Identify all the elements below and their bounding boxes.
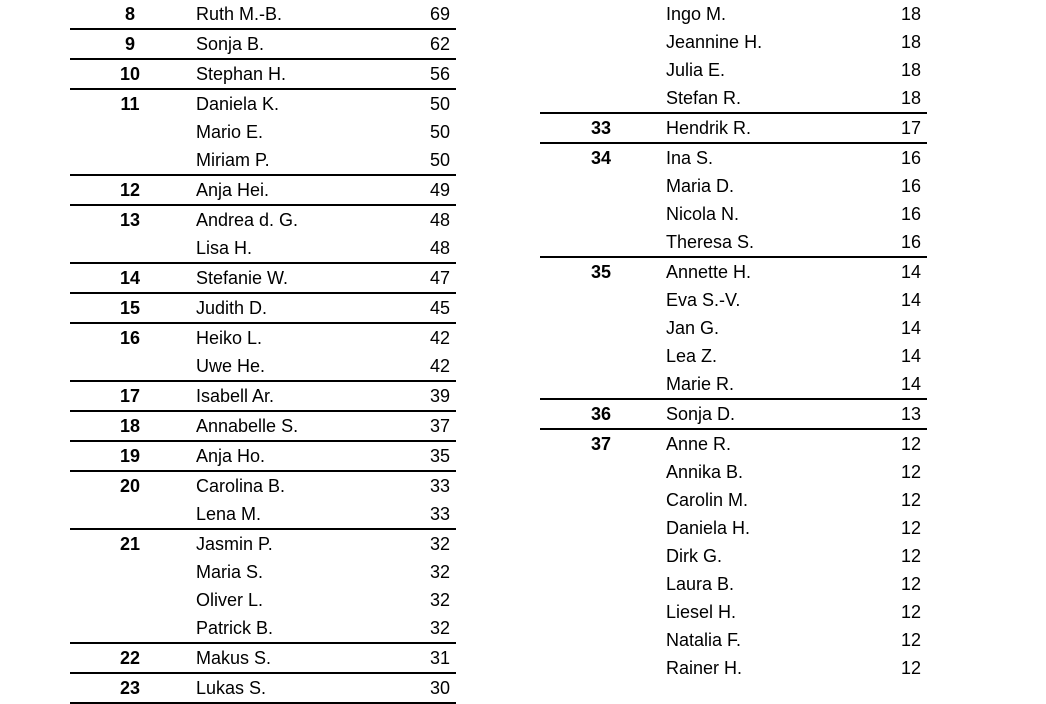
- rank-cell: 10: [119, 64, 141, 84]
- name-cell: Andrea d. G.: [196, 210, 299, 230]
- score-cell: 12: [900, 602, 921, 622]
- table-row: [540, 258, 927, 286]
- name-cell: Stefan R.: [666, 88, 742, 108]
- score-cell: 12: [900, 490, 921, 510]
- rank-cell: 36: [590, 404, 612, 424]
- rank-group: [70, 674, 456, 704]
- table-row: [70, 674, 456, 702]
- table-row: [70, 90, 456, 118]
- name-cell: Stephan H.: [196, 64, 287, 84]
- score-cell: 33: [429, 476, 450, 496]
- table-row: [70, 614, 456, 642]
- table-row: [70, 442, 456, 470]
- score-cell: 37: [429, 416, 450, 436]
- rank-group: [540, 0, 927, 114]
- score-cell: 14: [900, 346, 921, 366]
- rank-group: [70, 442, 456, 472]
- name-cell: Lena M.: [196, 504, 262, 524]
- rank-group: [540, 114, 927, 144]
- name-cell: Ruth M.-B.: [196, 4, 283, 24]
- name-cell: Rainer H.: [666, 658, 743, 678]
- table-row: [540, 458, 927, 486]
- score-cell: 16: [900, 148, 921, 168]
- table-row: [540, 228, 927, 256]
- score-cell: 39: [429, 386, 450, 406]
- score-cell: 50: [429, 94, 450, 114]
- rank-cell: 35: [590, 262, 612, 282]
- rank-cell: 33: [590, 118, 612, 138]
- table-row: [70, 472, 456, 500]
- table-row: [540, 342, 927, 370]
- score-cell: 42: [429, 356, 450, 376]
- name-cell: Lea Z.: [666, 346, 718, 366]
- score-cell: 47: [429, 268, 450, 288]
- table-row: [540, 28, 927, 56]
- rank-cell: 9: [124, 34, 135, 54]
- table-row: [540, 486, 927, 514]
- table-row: [540, 56, 927, 84]
- rank-group: [70, 324, 456, 382]
- rank-cell: 23: [119, 678, 141, 698]
- name-cell: Lisa H.: [196, 238, 253, 258]
- name-cell: Theresa S.: [666, 232, 755, 252]
- name-cell: Annette H.: [666, 262, 752, 282]
- score-cell: 16: [900, 232, 921, 252]
- table-row: [70, 176, 456, 204]
- name-cell: Miriam P.: [196, 150, 270, 170]
- rank-cell: 20: [119, 476, 141, 496]
- score-cell: 16: [900, 176, 921, 196]
- rank-cell: 15: [119, 298, 141, 318]
- table-row: [540, 400, 927, 428]
- name-cell: Hendrik R.: [666, 118, 752, 138]
- rank-cell: 34: [590, 148, 612, 168]
- score-cell: 49: [429, 180, 450, 200]
- score-cell: 12: [900, 630, 921, 650]
- rank-group: [70, 206, 456, 264]
- name-cell: Liesel H.: [666, 602, 737, 622]
- name-cell: Carolina B.: [196, 476, 286, 496]
- score-cell: 32: [429, 618, 450, 638]
- table-row: [540, 286, 927, 314]
- rank-group: [540, 400, 927, 430]
- name-cell: Daniela H.: [666, 518, 751, 538]
- score-cell: 42: [429, 328, 450, 348]
- table-row: [540, 84, 927, 112]
- name-cell: Heiko L.: [196, 328, 263, 348]
- rank-group: [70, 264, 456, 294]
- table-row: [70, 206, 456, 234]
- rank-cell: 13: [119, 210, 141, 230]
- name-cell: Julia E.: [666, 60, 726, 80]
- name-cell: Jeannine H.: [666, 32, 763, 52]
- table-row: [70, 234, 456, 262]
- score-cell: 18: [900, 60, 921, 80]
- score-cell: 18: [900, 88, 921, 108]
- table-row: [540, 172, 927, 200]
- rank-group: [70, 0, 456, 30]
- rank-cell: 18: [119, 416, 141, 436]
- table-row: [70, 530, 456, 558]
- rank-cell: 8: [124, 4, 135, 24]
- rank-cell: 14: [119, 268, 141, 288]
- table-row: [70, 146, 456, 174]
- table-row: [70, 118, 456, 146]
- score-cell: 31: [429, 648, 450, 668]
- table-row: [70, 500, 456, 528]
- name-cell: Ingo M.: [666, 4, 727, 24]
- table-row: [70, 294, 456, 322]
- rank-group: [70, 30, 456, 60]
- table-row: [70, 0, 456, 28]
- score-cell: 12: [900, 462, 921, 482]
- table-row: [540, 654, 927, 682]
- name-cell: Annika B.: [666, 462, 744, 482]
- rank-group: [540, 430, 927, 682]
- table-row: [70, 644, 456, 672]
- rank-cell: 16: [119, 328, 141, 348]
- score-cell: 14: [900, 290, 921, 310]
- rank-cell: 17: [119, 386, 141, 406]
- rank-group: [70, 382, 456, 412]
- name-cell: Jan G.: [666, 318, 720, 338]
- score-cell: 12: [900, 658, 921, 678]
- name-cell: Maria D.: [666, 176, 735, 196]
- score-cell: 69: [429, 4, 450, 24]
- score-cell: 14: [900, 262, 921, 282]
- name-cell: Nicola N.: [666, 204, 740, 224]
- name-cell: Anja Hei.: [196, 180, 270, 200]
- score-cell: 12: [900, 518, 921, 538]
- rank-cell: 12: [119, 180, 141, 200]
- name-cell: Makus S.: [196, 648, 272, 668]
- score-cell: 14: [900, 318, 921, 338]
- score-cell: 12: [900, 546, 921, 566]
- score-cell: 13: [900, 404, 921, 424]
- rank-group: [70, 60, 456, 90]
- score-cell: 50: [429, 122, 450, 142]
- table-row: [70, 30, 456, 58]
- name-cell: Daniela K.: [196, 94, 280, 114]
- rank-group: [70, 472, 456, 530]
- name-cell: Judith D.: [196, 298, 268, 318]
- name-cell: Carolin M.: [666, 490, 749, 510]
- name-cell: Uwe He.: [196, 356, 266, 376]
- name-cell: Lukas S.: [196, 678, 267, 698]
- table-row: [540, 514, 927, 542]
- table-row: [540, 370, 927, 398]
- rank-group: [70, 294, 456, 324]
- table-row: [70, 264, 456, 292]
- name-cell: Stefanie W.: [196, 268, 289, 288]
- name-cell: Eva S.-V.: [666, 290, 741, 310]
- score-cell: 56: [429, 64, 450, 84]
- table-row: [540, 144, 927, 172]
- name-cell: Natalia F.: [666, 630, 742, 650]
- score-cell: 62: [429, 34, 450, 54]
- name-cell: Oliver L.: [196, 590, 264, 610]
- table-row: [540, 430, 927, 458]
- score-cell: 48: [429, 210, 450, 230]
- table-row: [70, 558, 456, 586]
- rank-group: [70, 530, 456, 644]
- table-row: [540, 114, 927, 142]
- name-cell: Anja Ho.: [196, 446, 266, 466]
- score-cell: 30: [429, 678, 450, 698]
- name-cell: Annabelle S.: [196, 416, 299, 436]
- ranking-column-right: [540, 0, 927, 682]
- rank-cell: 11: [120, 94, 140, 114]
- table-row: [70, 324, 456, 352]
- table-row: [70, 60, 456, 88]
- rank-group: [540, 258, 927, 400]
- name-cell: Laura B.: [666, 574, 735, 594]
- table-row: [540, 200, 927, 228]
- table-row: [70, 352, 456, 380]
- rank-cell: 22: [119, 648, 141, 668]
- score-cell: 45: [429, 298, 450, 318]
- name-cell: Anne R.: [666, 434, 732, 454]
- name-cell: Isabell Ar.: [196, 386, 275, 406]
- score-cell: 18: [900, 32, 921, 52]
- table-row: [70, 412, 456, 440]
- rank-cell: 21: [119, 534, 141, 554]
- score-cell: 18: [900, 4, 921, 24]
- table-row: [540, 314, 927, 342]
- rank-group: [70, 412, 456, 442]
- rank-cell: 37: [590, 434, 612, 454]
- rank-group: [70, 644, 456, 674]
- table-row: [540, 626, 927, 654]
- score-cell: 12: [900, 574, 921, 594]
- name-cell: Patrick B.: [196, 618, 274, 638]
- name-cell: Dirk G.: [666, 546, 722, 566]
- name-cell: Ina S.: [666, 148, 714, 168]
- score-cell: 48: [429, 238, 450, 258]
- score-cell: 32: [429, 562, 450, 582]
- score-cell: 17: [900, 118, 921, 138]
- score-cell: 14: [900, 374, 921, 394]
- rank-cell: 19: [119, 446, 141, 466]
- rank-group: [70, 176, 456, 206]
- rank-group: [70, 90, 456, 176]
- name-cell: Mario E.: [196, 122, 264, 142]
- score-cell: 32: [429, 534, 450, 554]
- ranking-column-left: [70, 0, 456, 704]
- score-cell: 12: [900, 434, 921, 454]
- table-row: [70, 586, 456, 614]
- table-row: [540, 570, 927, 598]
- name-cell: Marie R.: [666, 374, 735, 394]
- name-cell: Maria S.: [196, 562, 264, 582]
- table-row: [540, 598, 927, 626]
- table-row: [70, 382, 456, 410]
- rank-group: [540, 144, 927, 258]
- table-row: [540, 542, 927, 570]
- score-cell: 16: [900, 204, 921, 224]
- score-cell: 33: [429, 504, 450, 524]
- score-cell: 50: [429, 150, 450, 170]
- score-cell: 32: [429, 590, 450, 610]
- score-cell: 35: [429, 446, 450, 466]
- name-cell: Sonja D.: [666, 404, 736, 424]
- table-row: [540, 0, 927, 28]
- name-cell: Jasmin P.: [196, 534, 273, 554]
- name-cell: Sonja B.: [196, 34, 265, 54]
